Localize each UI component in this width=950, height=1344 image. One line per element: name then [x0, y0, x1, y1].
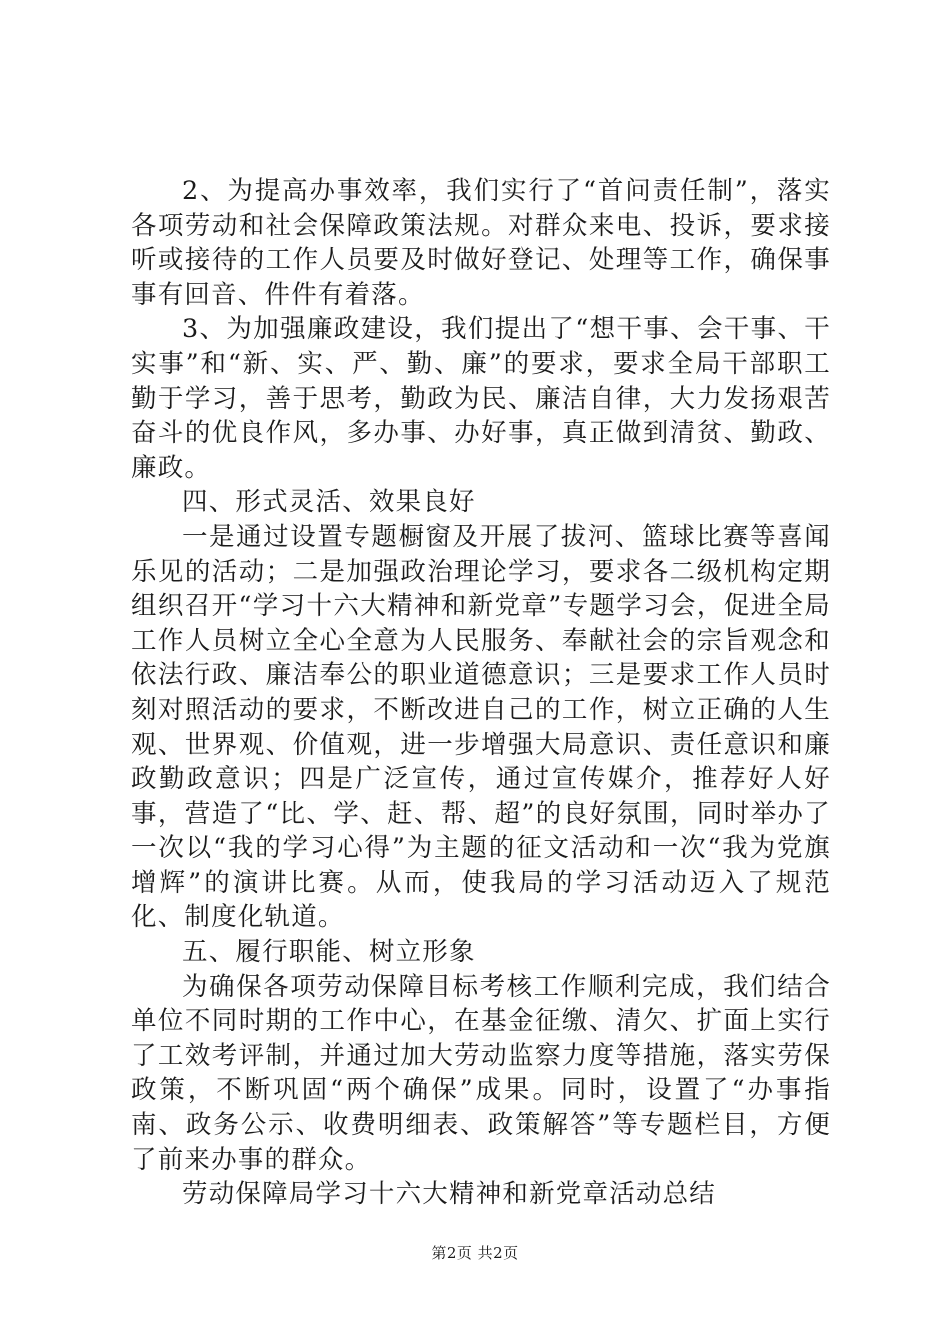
closing-title: 劳动保障局学习十六大精神和新党章活动总结: [182, 1179, 717, 1210]
paragraph-activities: 一是通过设置专题橱窗及开展了拔河、篮球比赛等喜闻乐见的活动；二是加强政治理论学习，要求各二级机构定期组织召开“学习十六大精神和新党章”专题学习会，促进全局工作人员树立全心全意为人民服务、奉献社会的宗旨观念和依法行政、廉洁奉公的职业道德意识；三是要求工作人员时刻对照活动的要求，不断改进自己的工作，树立正确的人生观、世界观、价值观，进一步增强大局意识、责任意识和廉政勤政意识；四是广泛宣传，通过宣传媒介，推荐好人好事，营造了“比、学、赶、帮、超”的良好氛围，同时举办了一次以“我的学习心得”为主题的征文活动和一次“我为党旗增辉”的演讲比赛。从而，使我局的学习活动迈入了规范化、制度化轨道。: [131, 521, 831, 933]
paragraph-functions: 为确保各项劳动保障目标考核工作顺利完成，我们结合单位不同时期的工作中心，在基金征缴、清欠、扩面上实行了工效考评制，并通过加大劳动监察力度等措施，落实劳保政策，不断巩固“两个确保”成果。同时，设置了“办事指南、政务公示、收费明细表、政策解答”等专题栏目，方便了前来办事的群众。: [131, 971, 831, 1175]
page-number-footer: 第2页 共2页: [431, 1244, 519, 1262]
document-body: [131, 174, 831, 1212]
section-heading-five: 五、履行职能、树立形象: [182, 937, 476, 968]
paragraph-efficiency: 2、为提高办事效率，我们实行了“首问责任制”，落实各项劳动和社会保障政策法规。对群众来电、投诉，要求接听或接待的工作人员要及时做好登记、处理等工作，确保事事有回音、件件有着落。: [131, 176, 831, 310]
section-heading-four: 四、形式灵活、效果良好: [182, 487, 476, 518]
paragraph-integrity: 3、为加强廉政建设，我们提出了“想干事、会干事、干实事”和“新、实、严、勤、廉”的要求，要求全局干部职工勤于学习，善于思考，勤政为民、廉洁自律，大力发扬艰苦奋斗的优良作风，多办事、办好事，真正做到清贫、勤政、廉政。: [131, 314, 831, 483]
